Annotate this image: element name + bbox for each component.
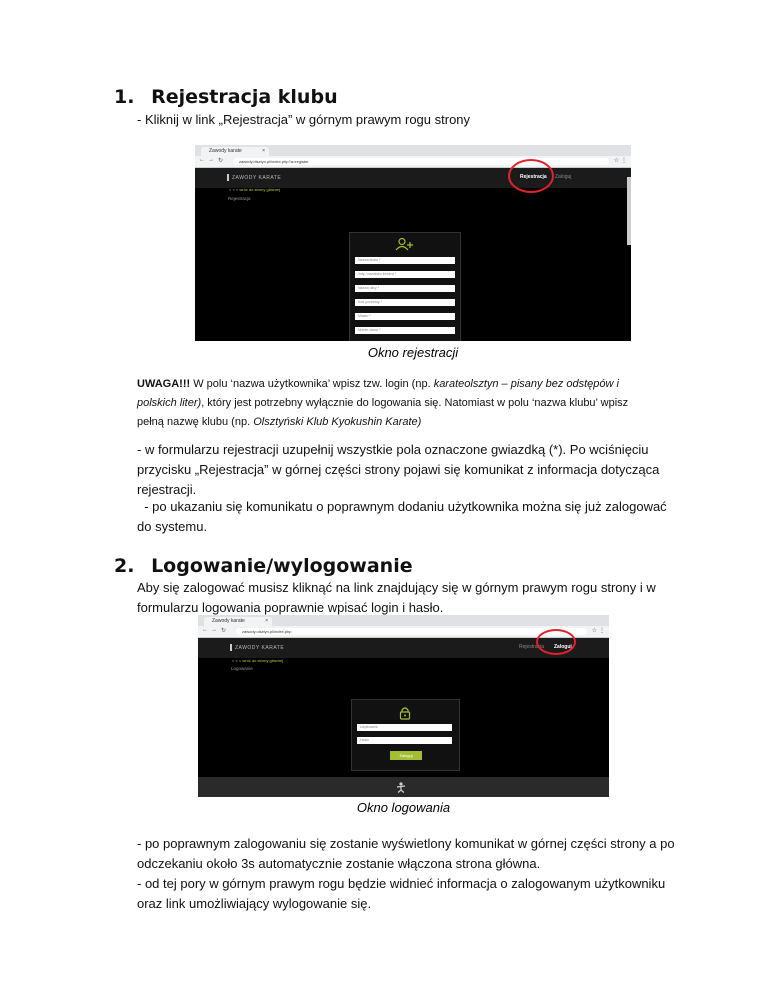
highlight-circle	[508, 159, 554, 193]
password-input[interactable]: Hasło	[357, 737, 452, 744]
back-to-home-link[interactable]: < < < wróć do strony głównej	[232, 658, 284, 663]
address-bar[interactable]: zawody.olsztyn.pl/index.php	[236, 628, 587, 635]
reload-icon[interactable]: ↻	[218, 158, 224, 164]
section-2-intro: Aby się zalogować musisz kliknąć na link znajdujący się w górnym prawym rogu strony i w formularzu logowania poprawnie wpisać login i hasło.	[137, 580, 656, 615]
login-submit-button[interactable]: Zaloguj	[390, 751, 422, 760]
menu-icon[interactable]: ⋮	[621, 158, 627, 164]
padlock-icon	[399, 706, 411, 720]
club-name-input[interactable]: Nazwa klubu *	[355, 257, 455, 264]
highlight-circle	[536, 629, 576, 655]
paragraph: - po poprawnym zalogowaniu się zostanie wyświetlony komunikat w górnej części strony a po odczekaniu około 3s automatycznie zostanie włączona strona główna.	[137, 836, 675, 871]
postal-code-input[interactable]: Kod pocztowy *	[355, 299, 455, 306]
section-title: Logowanie/wylogowanie	[151, 555, 413, 577]
figure-caption: Okno logowania	[356, 800, 451, 815]
karate-logo-icon	[227, 174, 229, 181]
browser-toolbar	[195, 156, 631, 168]
browser-tabbar	[195, 145, 631, 156]
street-input[interactable]: Nazwa ulicy *	[355, 285, 455, 292]
menu-icon[interactable]: ⋮	[599, 628, 605, 634]
close-icon[interactable]: ×	[262, 148, 265, 154]
site-header	[195, 168, 631, 188]
login-screenshot	[198, 615, 609, 797]
figure-caption: Okno rejestracji	[367, 345, 459, 360]
paragraph: - po ukazaniu się komunikatu o poprawnym dodaniu użytkownika można się już zalogować do systemu.	[137, 499, 671, 534]
section-1-intro: - Kliknij w link „Rejestracja” w górnym prawym rogu strony	[137, 112, 471, 127]
paragraph: - od tej pory w górnym prawym rogu będzie widnieć informacja o zalogowanym użytkowniku oraz link umożliwiający wylogowanie się.	[137, 876, 666, 911]
browser-tab[interactable]: Zawody karate ×	[204, 617, 272, 626]
karate-logo-icon	[230, 644, 232, 651]
close-icon[interactable]: ×	[265, 618, 268, 624]
registration-screenshot	[195, 145, 631, 341]
site-logo[interactable]: ZAWODY KARATE	[230, 644, 284, 651]
house-number-input[interactable]: Numer domu *	[355, 327, 455, 334]
register-link[interactable]: Rejestracja	[519, 644, 545, 650]
registration-form	[349, 232, 461, 341]
star-icon[interactable]: ☆	[613, 158, 619, 164]
warning-label: UWAGA!!!	[137, 378, 191, 390]
star-icon[interactable]: ☆	[591, 628, 597, 634]
warning-note: UWAGA!!! W polu ‘nazwa użytkownika’ wpisz tzw. login (np. karateolsztyn – pisany bez odstępów i polskich liter), który jest potrzebny wyłącznie do logowania się. Natomiast w polu ‘nazwa klubu’ wpisz pełną nazwę klubu (np. Olsztyński Klub Kyokushin Karate)	[137, 378, 629, 428]
karate-logo-icon	[395, 781, 407, 793]
section-1-heading	[114, 86, 338, 108]
register-link[interactable]: Rejestracja	[520, 174, 547, 180]
scrollbar[interactable]	[627, 177, 631, 245]
forward-arrow-icon[interactable]: →	[208, 157, 214, 163]
back-arrow-icon[interactable]: ←	[202, 627, 208, 633]
login-link[interactable]: Zaloguj	[554, 644, 572, 650]
section-2-heading	[114, 555, 413, 577]
browser-tab[interactable]: Zawody karate ×	[201, 147, 269, 156]
forward-arrow-icon[interactable]: →	[211, 627, 217, 633]
back-to-home-link[interactable]: < < < wróć do strony głównej	[229, 187, 281, 192]
login-link[interactable]: Zaloguj	[555, 174, 572, 180]
section-number: 1.	[114, 86, 135, 108]
login-form	[351, 699, 460, 771]
site-logo[interactable]: ZAWODY KARATE	[227, 174, 281, 181]
breadcrumb: Rejestracja	[228, 196, 251, 201]
reload-icon[interactable]: ↻	[221, 628, 227, 634]
address-bar[interactable]: zawody.olsztyn.pl/index.php?a=register	[233, 158, 609, 165]
city-input[interactable]: Miasto *	[355, 313, 455, 320]
section-title: Rejestracja klubu	[151, 86, 338, 108]
browser-tabbar	[198, 615, 609, 626]
username-input[interactable]: Użytkownik	[357, 724, 452, 731]
back-arrow-icon[interactable]: ←	[199, 157, 205, 163]
breadcrumb: Logowanie	[231, 666, 253, 671]
section-number: 2.	[114, 555, 135, 577]
add-user-icon	[393, 237, 415, 251]
site-footer	[198, 777, 609, 797]
paragraph: - w formularzu rejestracji uzupełnij wszystkie pola oznaczone gwiazdką (*). Po wciśnięciu przycisku „Rejestracja” w górnej części strony pojawi się komunikat z informacja dotycząca rejestracji.	[137, 442, 660, 497]
coach-name-input[interactable]: Imię i nazwisko trenera *	[355, 271, 455, 278]
